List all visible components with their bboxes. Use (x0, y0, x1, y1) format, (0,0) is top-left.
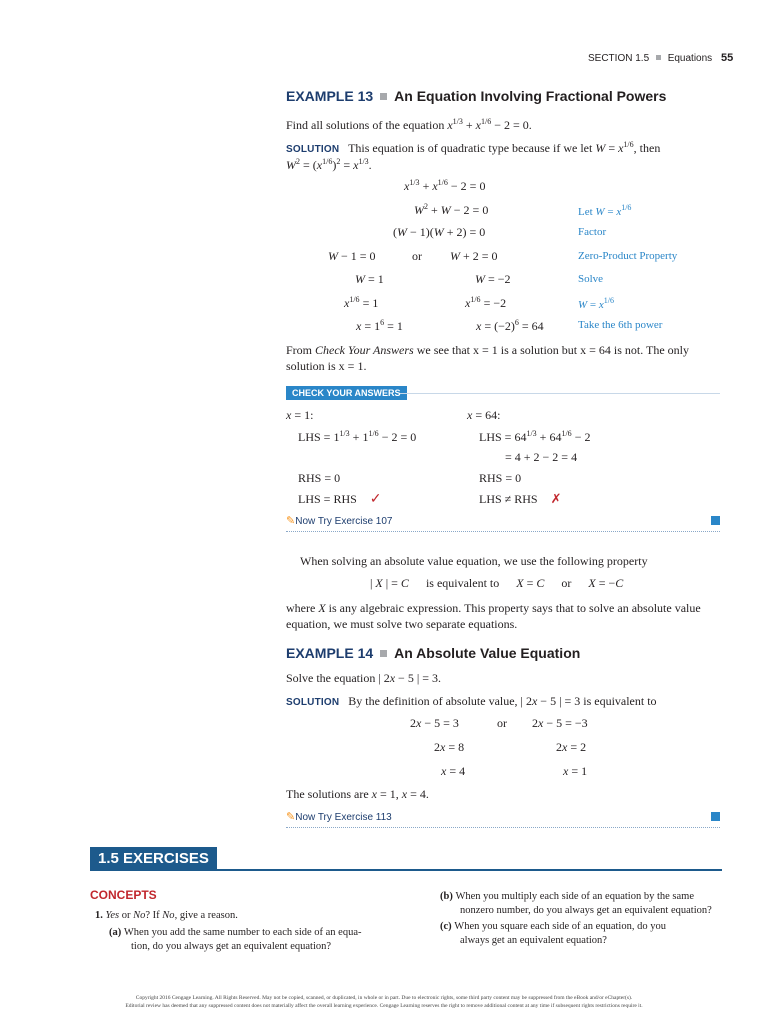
step-7-note: Take the 6th power (578, 319, 663, 331)
step-5a: W = 1 (355, 272, 384, 286)
copyright-footer: Copyright 2016 Cengage Learning. All Rights Reserved. May not be copied, scanned, or duplicated, in whole or in part. Due to electronic rights, some third party content may be suppressed from the eBook and/or eChapter(s). Editorial review has deemed that any suppressed content does not materially affect the overall learning experience. Cengage Learning reserves the right to remove additional content at any time if subsequent rights restrictions require it. (125, 995, 643, 1009)
step-4-note: Zero-Product Property (578, 250, 678, 262)
pencil-icon: ✎ (286, 811, 296, 823)
heading-square-icon (380, 93, 387, 100)
step-6b: $x^{1/6} = -2$ (465, 295, 507, 310)
example-13-solution-line2: $W^2 = (x^{1/6})^2 = x^{1/3}$. (286, 157, 372, 172)
solution-label: SOLUTION (286, 697, 340, 708)
concepts-heading: CONCEPTS (90, 888, 157, 902)
page-number: 55 (720, 52, 734, 64)
step-4-or: or (412, 249, 422, 263)
check-left-lhs: LHS = $1^{1/3} + 1^{1/6} - 2 = 0$ (298, 429, 417, 444)
ex14-row3b: x = 1 (563, 764, 588, 778)
check-divider (400, 393, 720, 394)
cross-mark-icon: ✗ (550, 491, 562, 506)
step-5b: W = −2 (475, 272, 511, 286)
example-14-end-rule (286, 827, 720, 828)
exercise-1c: (c) When you square each side of an equation, do you always get an equivalent equation? (440, 921, 666, 946)
end-of-example-14-square-icon (711, 812, 720, 821)
check-left-compare: LHS = RHS ✓ (298, 492, 382, 507)
example-14-prompt: Solve the equation | 2x − 5 | = 3. (286, 671, 441, 685)
example-13-conclusion-2: solution is x = 1. (286, 359, 367, 373)
example-14-label: EXAMPLE 14 (286, 645, 374, 661)
exercises-rule (90, 869, 722, 871)
step-2: $W^2 + W - 2 = 0$ (414, 202, 489, 217)
now-try-exercise-113[interactable]: ✎Now Try Exercise 113 (286, 811, 392, 823)
now-try-exercise-107[interactable]: ✎Now Try Exercise 107 (286, 515, 393, 527)
running-header (588, 52, 733, 64)
example-14-solution: SOLUTION By the definition of absolute value, | 2x − 5 | = 3 is equivalent to (286, 694, 657, 708)
example-13-prompt: Find all solutions of the equation $x^{1/3} + x^{1/6} - 2 = 0$. (286, 117, 532, 132)
example-13-conclusion: From Check Your Answers we see that x = 1 is a solution but x = 64 is not. The only (286, 343, 689, 357)
abs-property: | X | = C is equivalent to X = C or X = −C (370, 576, 624, 590)
step-7a: $x = 1^6 = 1$ (356, 318, 403, 333)
ex14-row1b: 2x − 5 = −3 (532, 716, 588, 730)
check-left-head: x = 1: (286, 408, 314, 422)
section-title: Equations (667, 53, 713, 64)
step-2-note: Let $W = x^{1/6}$ (578, 203, 632, 218)
abs-intro-line3: equation, we must solve two separate equations. (286, 617, 518, 631)
check-right-lhs2: = 4 + 2 − 2 = 4 (505, 450, 578, 464)
check-left-rhs: RHS = 0 (298, 471, 341, 485)
checkmark-icon: ✓ (369, 492, 382, 507)
example-14-heading (286, 645, 580, 661)
exercises-banner: 1.5 EXERCISES (90, 847, 217, 870)
exercise-1a: (a) When you add the same number to each side of an equa- tion, do you always get an equivalent equation? (109, 927, 362, 952)
heading-square-icon (380, 650, 387, 657)
check-your-answers-badge: CHECK YOUR ANSWERS (286, 386, 407, 400)
check-right-rhs: RHS = 0 (479, 471, 522, 485)
check-right-compare: LHS ≠ RHS ✗ (479, 491, 562, 506)
solution-label: SOLUTION (286, 144, 340, 155)
exercise-1: 1. Yes or No? If No, give a reason. (95, 910, 238, 921)
ex14-row3a: x = 4 (441, 764, 466, 778)
pencil-icon: ✎ (286, 515, 296, 527)
example-13-end-rule (286, 531, 720, 532)
step-6a: $x^{1/6} = 1$ (344, 295, 379, 310)
example-13-solution: SOLUTION This equation is of quadratic type because if we let $W = x^{1/6}$, then (286, 140, 661, 155)
separator-square-icon (656, 55, 661, 60)
step-4b: W + 2 = 0 (450, 249, 498, 263)
section-label: SECTION 1.5 (588, 53, 650, 64)
step-3: (W − 1)(W + 2) = 0 (393, 225, 486, 239)
example-14-conclusion: The solutions are x = 1, x = 4. (286, 787, 429, 801)
abs-intro-line1: When solving an absolute value equation, we use the following property (300, 554, 648, 568)
step-6-note: $W = x^{1/6}$ (578, 296, 615, 311)
example-13-heading (286, 88, 666, 104)
exercise-1b: (b) When you multiply each side of an equation by the same nonzero number, do you always get an equivalent equation? (440, 891, 712, 916)
example-13-label: EXAMPLE 13 (286, 88, 374, 104)
ex14-row1-or: or (497, 716, 507, 730)
step-1: $x^{1/3} + x^{1/6} - 2 = 0$ (404, 178, 486, 193)
example-13-title: An Equation Involving Fractional Powers (394, 88, 667, 104)
ex14-row2b: 2x = 2 (556, 740, 587, 754)
step-7b: $x = (-2)^6 = 64$ (476, 318, 544, 333)
example-14-title: An Absolute Value Equation (394, 645, 581, 661)
check-right-lhs: LHS = $64^{1/3} + 64^{1/6} - 2$ (479, 429, 591, 444)
ex14-row1a: 2x − 5 = 3 (410, 716, 459, 730)
abs-intro-line2: where X is any algebraic expression. This property says that to solve an absolute value (286, 601, 701, 615)
step-4a: W − 1 = 0 (328, 249, 376, 263)
step-5-note: Solve (578, 273, 604, 285)
step-3-note: Factor (578, 226, 607, 238)
end-of-example-13-square-icon (711, 516, 720, 525)
check-right-head: x = 64: (467, 408, 501, 422)
ex14-row2a: 2x = 8 (434, 740, 465, 754)
